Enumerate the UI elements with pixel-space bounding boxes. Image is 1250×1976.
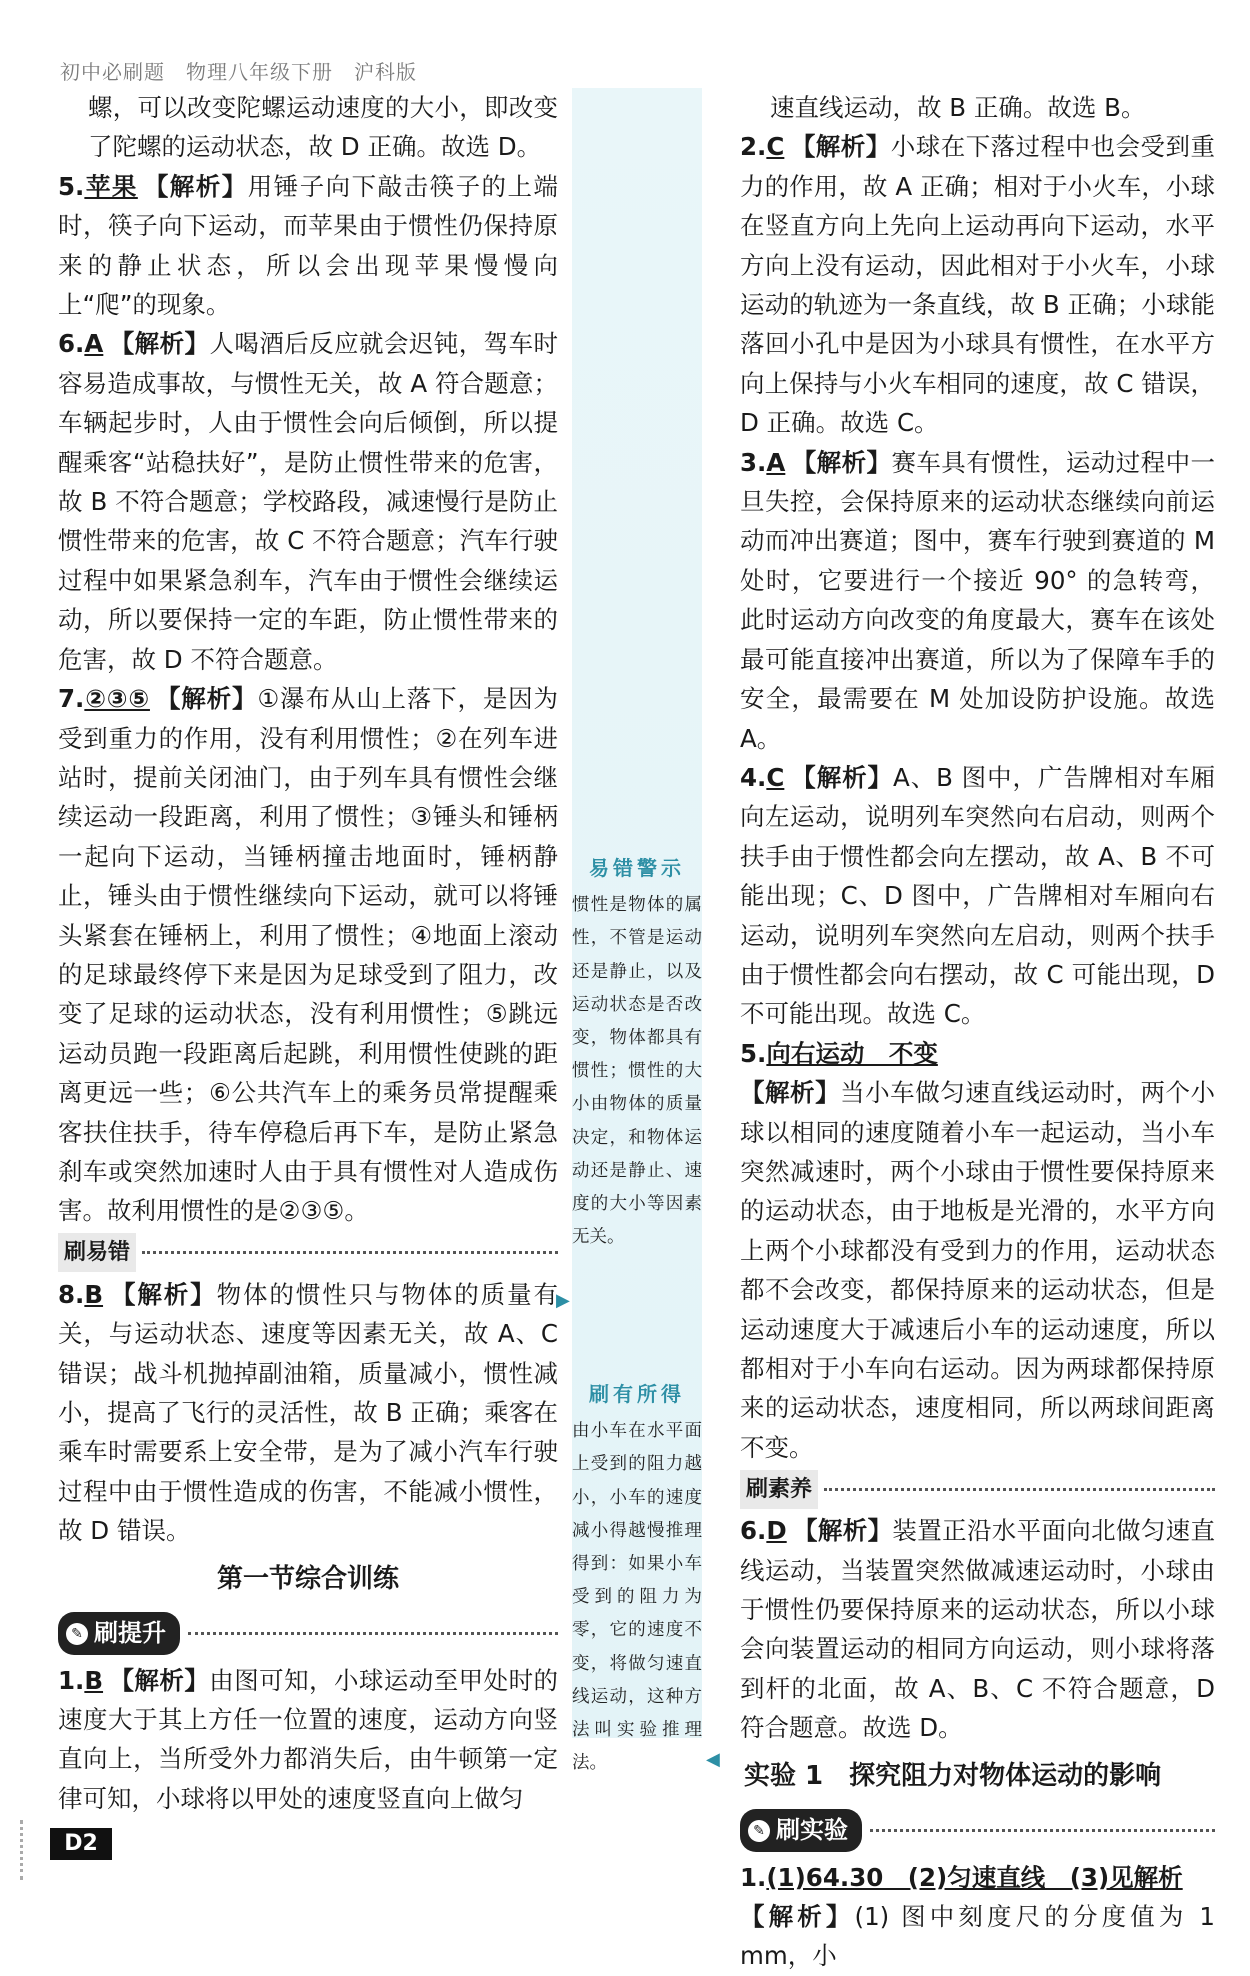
question-6: 6.D 【解析】装置正沿水平面向北做匀速直线运动，当装置突然做减速运动时，小球由于惯性仍要保持原来的运动状态，所以小球会向装置运动的相同方向运动，则小球将落到杆的北面，故 A、B、C 不符合题意，D 符合题意。故选 D。 xyxy=(740,1516,1216,1743)
answer: C xyxy=(766,132,785,162)
answer: ②③⑤ xyxy=(84,684,150,714)
answer: (1)64.30 (2)匀速直线 (3)见解析 xyxy=(766,1862,1183,1892)
question-4: 4.C 【解析】A、B 图中，广告牌相对车厢向左运动，说明列车突然向右启动，则两个扶手由于惯性都会向左摆动，故 A、B 不可能出现；C、D 图中，广告牌相对车厢向右运动，说明列车突然向左启动，则两个扶手由于惯性都会向右摆动，故 C 可能出现，D 不可能出现。故选 C。 xyxy=(740,762,1216,1029)
side-note-yicuo: 易错警示 惯性是物体的属性，不管是运动还是静止，以及运动状态是否改变，物体都具有惯性；惯性的大小由物体的质量决定，和物体运动还是静止、速度的大小等因素无关。 xyxy=(572,856,702,1248)
question-2: 2.C 【解析】小球在下落过程中也会受到重力的作用，故 A 正确；相对于小火车，小球在竖直方向上先向上运动再向下运动，水平方向上没有运动，因此相对于小火车，小球运动的轨迹为一条直线，故 B 正确；小球能落回小孔中是因为小球具有惯性，在水平方向上保持与小火车相同的速度，故 C 错误，D 正确。故选 C。 xyxy=(740,132,1216,438)
arrow-icon: ▶ xyxy=(556,1290,570,1311)
question-5-answer: 5.向右运动 不变 xyxy=(740,1038,938,1068)
answer: C xyxy=(766,762,785,792)
left-continuation: 螺，可以改变陀螺运动速度的大小，即改变了陀螺的运动状态，故 D 正确。故选 D。 xyxy=(88,93,558,162)
answer: 苹果 xyxy=(84,171,138,201)
section-title: 第一节综合训练 xyxy=(216,1563,399,1594)
question-7: 7.②③⑤ 【解析】①瀑布从山上落下，是因为受到重力的作用，没有利用惯性；②在列车进站时，提前关闭油门，由于列车具有惯性会继续运动一段距离，利用了惯性；③锤头和锤柄一起向下运动，当锤柄撞击地面时，锤柄静止，锤头由于惯性继续向下运动，就可以将锤头紧套在锤柄上，利用了惯性；④地面上滚动的足球最终停下来是因为足球受到了阻力，改变了足球的运动状态，没有利用惯性；⑤跳远运动员跑一段距离后起跳，利用惯性使跳的距离更远一些；⑥公共汽车上的乘务员常提醒乘客扶住扶手，待车停稳后再下车，是防止紧急刹车或突然加速时人由于具有惯性对人造成伤害。故利用惯性的是②③⑤。 xyxy=(58,684,559,1226)
question-3: 3.A 【解析】赛车具有惯性，运动过程中一旦失控，会保持原来的运动状态继续向前运动而冲出赛道；图中，赛车行驶到赛道的 M 处时，它要进行一个接近 90° 的急转弯，此时运动方向改变的角度最大，赛车在该处最可能直接冲出赛道，所以为了保障车手的安全，最需要在 M 处加设防护设施。故选 A。 xyxy=(740,447,1215,753)
right-continuation: 速直线运动，故 B 正确。故选 B。 xyxy=(770,93,1146,122)
question-5: 5.苹果 【解析】用锤子向下敲击筷子的上端时，筷子向下运动，而苹果由于惯性仍保持原来的静止状态，所以会出现苹果慢慢向上“爬”的现象。 xyxy=(58,171,559,320)
question-8: 8.B 【解析】物体的惯性只与物体的质量有关，与运动状态、速度等因素无关，故 A、C 错误；战斗机抛掉副油箱，质量减小，惯性减小，提高了飞行的灵活性，故 B 正确；乘客在乘车时需要系上安全带，是为了减小汽车行驶过程中由于惯性造成的伤害，不能减小惯性，故 D 错误。 xyxy=(58,1279,559,1546)
page-number: D2 xyxy=(50,1828,112,1860)
answer: 向右运动 不变 xyxy=(766,1038,938,1068)
brush-icon: ✎ xyxy=(748,1820,770,1842)
side-note-suode: 刷有所得 由小车在水平面上受到的阻力越小，小车的速度减小得越慢推理得到：如果小车受到的阻力为零，它的速度不变，将做匀速直线运动，这种方法叫实验推理法。 xyxy=(572,1382,702,1774)
experiment-title: 实验 1 探究阻力对物体运动的影响 xyxy=(744,1760,1162,1791)
page-edge-dots xyxy=(20,1820,33,1880)
answer: D xyxy=(766,1516,787,1546)
left-column xyxy=(58,88,558,1818)
answer: B xyxy=(84,1279,104,1309)
right-column xyxy=(740,88,1215,1976)
section-label-suyang: 刷素养 xyxy=(740,1469,1215,1509)
experiment-1-analysis: 【解析】(1) 图中刻度尺的分度值为 1 mm，小 xyxy=(740,1902,1215,1971)
answer: A xyxy=(84,329,104,359)
section-label-yicuo: 刷易错 xyxy=(58,1233,558,1273)
question-6: 6.A 【解析】人喝酒后反应就会迟钝，驾车时容易造成事故，与惯性无关，故 A 符合题意；车辆起步时，人由于惯性会向后倾倒，所以提醒乘客“站稳扶好”，是防止惯性带来的危害，故 B 不符合题意；学校路段，减速慢行是防止惯性带来的危害，故 C 不符合题意；汽车行驶过程中如果紧急刹车，汽车由于惯性会继续运动，所以要保持一定的车距，防止惯性带来的危害，故 D 不符合题意。 xyxy=(58,329,559,674)
brush-icon: ✎ xyxy=(66,1623,88,1645)
question-5-analysis: 【解析】当小车做匀速直线运动时，两个小球以相同的速度随着小车一起运动，当小车突然减速时，两个小球由于惯性要保持原来的运动状态，由于地板是光滑的，水平方向上两个小球都没有受到力的作用，运动状态都不会改变，都保持原来的运动状态，但是运动速度大于减速后小车的运动速度，所以都相对于小车向右运动。因为两球都保持原来的运动状态，速度相同，所以两球间距离不变。 xyxy=(740,1078,1216,1462)
answer: B xyxy=(84,1665,104,1695)
section-badge-shiyan: ✎ 刷实验 xyxy=(740,1808,1215,1854)
answer: A xyxy=(766,447,786,477)
arrow-icon: ◀ xyxy=(706,1749,720,1770)
question-1: 1.B 【解析】由图可知，小球运动至甲处时的速度大于其上方任一位置的速度，运动方向竖直向上，当所受外力都消失后，由牛顿第一定律可知，小球将以甲处的速度竖直向上做匀 xyxy=(58,1665,559,1813)
section-badge-tisheng: ✎ 刷提升 xyxy=(58,1611,558,1657)
page-header: 初中必刷题 物理八年级下册 沪科版 xyxy=(60,60,417,84)
experiment-1-answer: 1.(1)64.30 (2)匀速直线 (3)见解析 xyxy=(740,1862,1183,1892)
